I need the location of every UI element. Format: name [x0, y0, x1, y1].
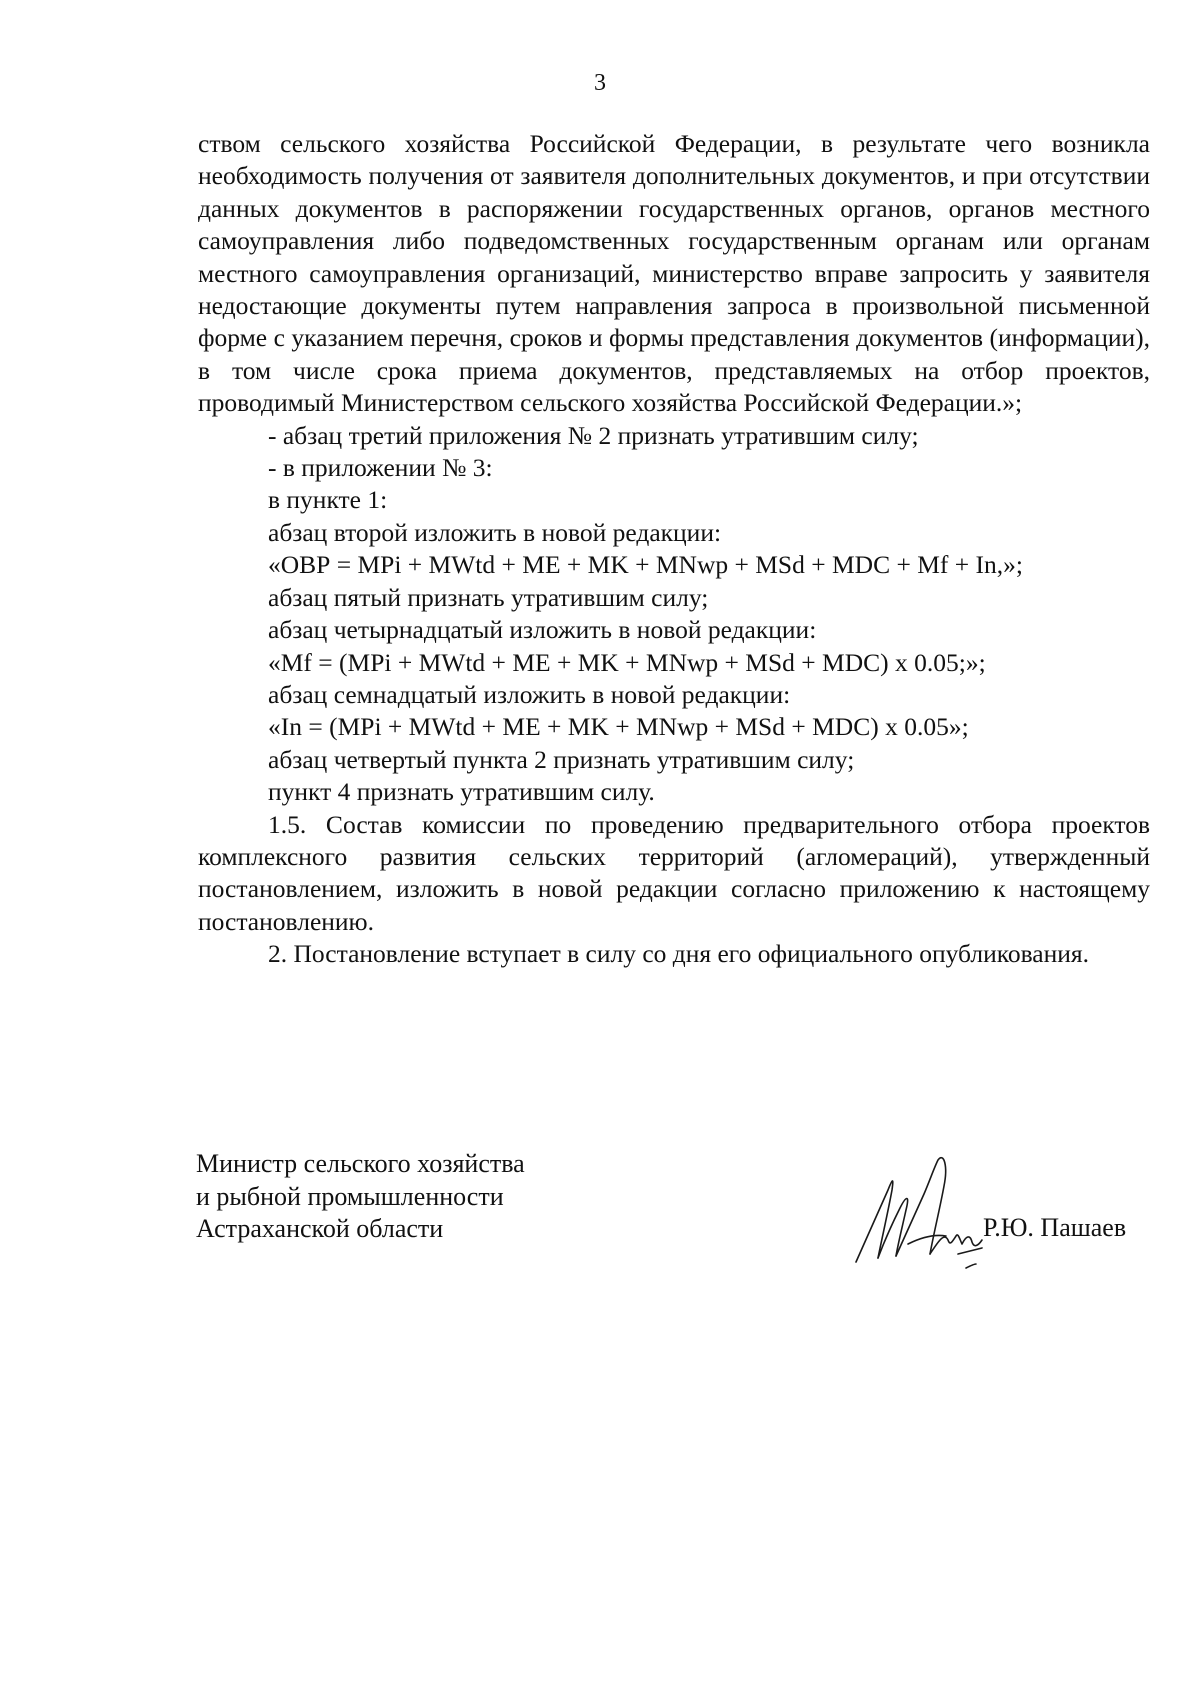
page-number: 3 [594, 70, 606, 96]
paragraph-continuation: ством сельского хозяйства Российской Федерации, в результате чего возникла необходимость получения от заявителя дополнительных документов, и при отсутствии данных документов в распоряжении государственных органов, органов местного самоуправления либо подведомственных государственным органам или органам местного самоуправления организаций, министерство вправе запросить у заявителя недостающие документы путем направления запроса в произвольной письменной форме с указанием перечня, сроков и формы представления документов (информации), в том числе срока приема документов, представляемых на отбор проектов, проводимый Министерством сельского хозяйства Российской Федерации.»; [198, 129, 1150, 418]
formula-line: «In = (MPi + MWtd + ME + MK + MNwp + MSd + MDC) x 0.05»; [268, 712, 969, 742]
amendment-line: пункт 4 признать утратившим силу. [268, 777, 655, 807]
signer-position-line: и рыбной промышленности [196, 1181, 504, 1211]
amendment-line: абзац четвертый пункта 2 признать утратившим силу; [268, 744, 855, 774]
amendment-line: - в приложении № 3: [268, 453, 493, 483]
amendment-line: в пункте 1: [268, 485, 388, 515]
signer-position-line: Министр сельского хозяйства [196, 1149, 525, 1178]
formula-line: «Mf = (MPi + MWtd + ME + MK + MNwp + MSd + MDC) x 0.05;»; [268, 647, 986, 677]
amendment-line: - абзац третий приложения № 2 признать утратившим силу; [268, 420, 919, 450]
signer-position-line: Астраханской области [196, 1214, 444, 1243]
paragraph-1-5: 1.5. Состав комиссии по проведению предварительного отбора проектов комплексного развития сельских территорий (агломераций), утвержденный постановлением, изложить в новой редакции согласно приложению к настоящему постановлению. [198, 809, 1150, 936]
signature-block [196, 1148, 525, 1246]
signer-name: Р.Ю. Пашаев [983, 1213, 1127, 1242]
document-body [198, 128, 1150, 971]
paragraph-2: 2. Постановление вступает в силу со дня его официального опубликования. [268, 939, 1089, 969]
amendment-line: абзац второй изложить в новой редакции: [268, 517, 722, 547]
amendment-line: абзац семнадцатый изложить в новой редакции: [268, 679, 791, 709]
amendment-line: абзац четырнадцатый изложить в новой редакции: [268, 615, 817, 645]
amendment-line: абзац пятый признать утратившим силу; [268, 582, 709, 612]
formula-line: «ОВР = MPi + MWtd + ME + MK + MNwp + MSd + MDC + Mf + In,»; [268, 550, 1023, 580]
